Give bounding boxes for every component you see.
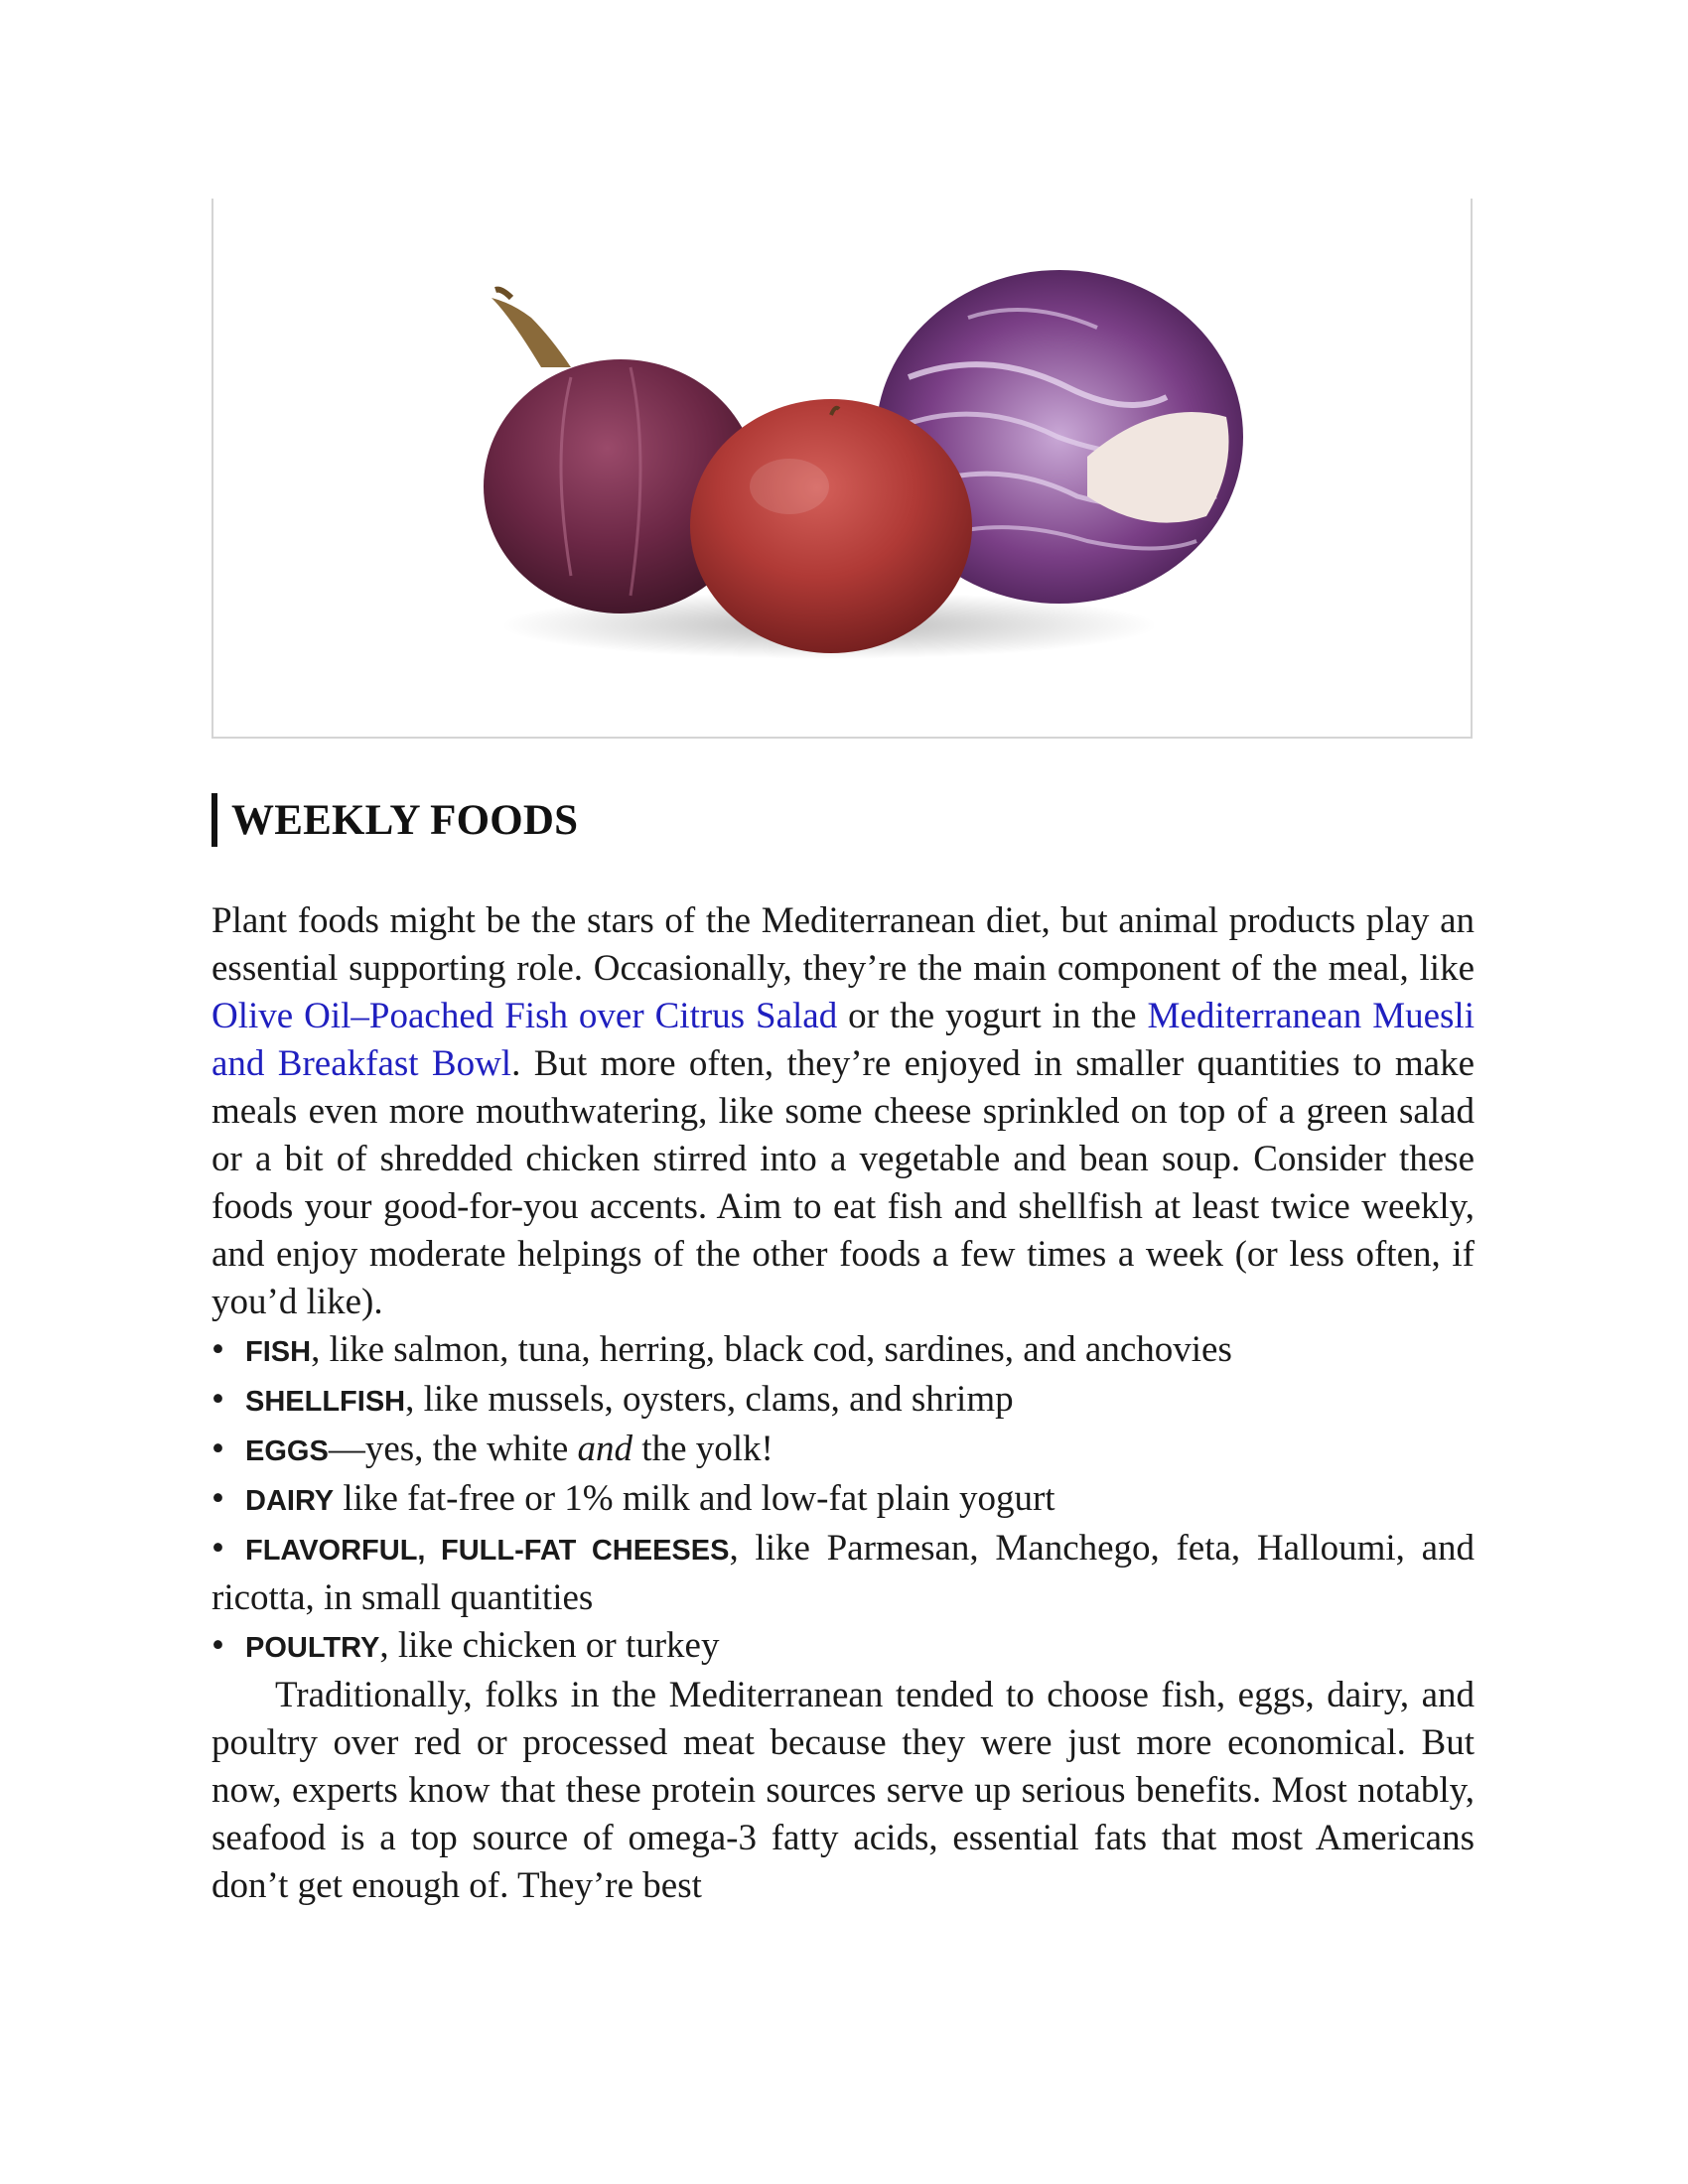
bullet-icon: • <box>211 1478 224 1519</box>
closing-paragraph: Traditionally, folks in the Mediterranean tended to choose fish, eggs, dairy, and poultry over red or processed meat because they were just more economical. But now, experts know that these protein sources serve up serious benefits. Most notably, seafood is a top source of omega-3 fatty acids, essential fats that most Americans don’t get enough of. They’re best <box>211 1675 1475 1906</box>
list-item-text: —yes, the white <box>328 1429 578 1469</box>
section-title: WEEKLY FOODS <box>231 796 579 844</box>
list-item-eggs <box>211 1426 1475 1475</box>
list-item-emphasis: and <box>577 1429 633 1469</box>
page <box>211 0 1475 2184</box>
list-item-dairy <box>211 1475 1475 1525</box>
list-item-text: the yolk! <box>633 1429 774 1469</box>
list-item-fish <box>211 1326 1475 1376</box>
bullet-icon: • <box>211 1528 224 1569</box>
body-text <box>211 897 1475 1910</box>
list-keyword: FLAVORFUL, FULL-FAT CHEESES <box>245 1535 730 1567</box>
list-item-text: , like Parmesan, Manchego, feta, Halloumi, and ricotta, in small quantities <box>211 1528 1476 1618</box>
photo-frame <box>211 199 1473 739</box>
intro-text-2: or the yogurt in the <box>837 996 1148 1036</box>
bullet-icon: • <box>211 1329 224 1370</box>
list-item-text: , like salmon, tuna, herring, black cod, sardines, and anchovies <box>311 1329 1232 1370</box>
intro-text-3: . But more often, they’re enjoyed in smaller quantities to make meals even more mouthwatering, like some cheese sprinkled on top of a green salad or a bit of shredded chicken stirred into a vegetable and bean soup. Consider these foods your good-for-you accents. Aim to eat fish and shellfish at least twice weekly, and enjoy moderate helpings of the other foods a few times a week (or less often, if you’d like). <box>211 1043 1475 1322</box>
intro-text-1: Plant foods might be the stars of the Mediterranean diet, but animal products play an essential supporting role. Occasionally, they’re the main component of the meal, like <box>211 900 1475 989</box>
bullet-icon: • <box>211 1379 224 1420</box>
onion-apple-red-cabbage-photo-icon <box>213 199 1471 737</box>
list-item-poultry <box>211 1622 1475 1672</box>
section-heading <box>211 792 578 848</box>
weekly-foods-list <box>211 1326 1475 1672</box>
recipe-link-poached-fish[interactable]: Olive Oil–Poached Fish over Citrus Salad <box>211 996 838 1036</box>
list-keyword: POULTRY <box>245 1632 380 1664</box>
heading-accent-bar <box>211 793 217 847</box>
list-item-shellfish <box>211 1376 1475 1426</box>
bullet-icon: • <box>211 1429 224 1469</box>
list-item-text: , like chicken or turkey <box>379 1625 720 1666</box>
recipe-link-muesli-bowl[interactable]: Mediterranean Muesli and Breakfast Bowl <box>211 996 1475 1084</box>
list-keyword: DAIRY <box>245 1485 335 1517</box>
list-item-cheeses <box>211 1525 1475 1622</box>
bullet-icon: • <box>211 1625 224 1666</box>
list-keyword: FISH <box>245 1336 312 1368</box>
list-keyword: SHELLFISH <box>245 1386 406 1418</box>
list-keyword: EGGS <box>245 1435 329 1467</box>
intro-paragraph <box>211 897 1475 1326</box>
list-item-text: , like mussels, oysters, clams, and shrimp <box>405 1379 1014 1420</box>
list-item-text: like fat-free or 1% milk and low-fat plain yogurt <box>334 1478 1055 1519</box>
